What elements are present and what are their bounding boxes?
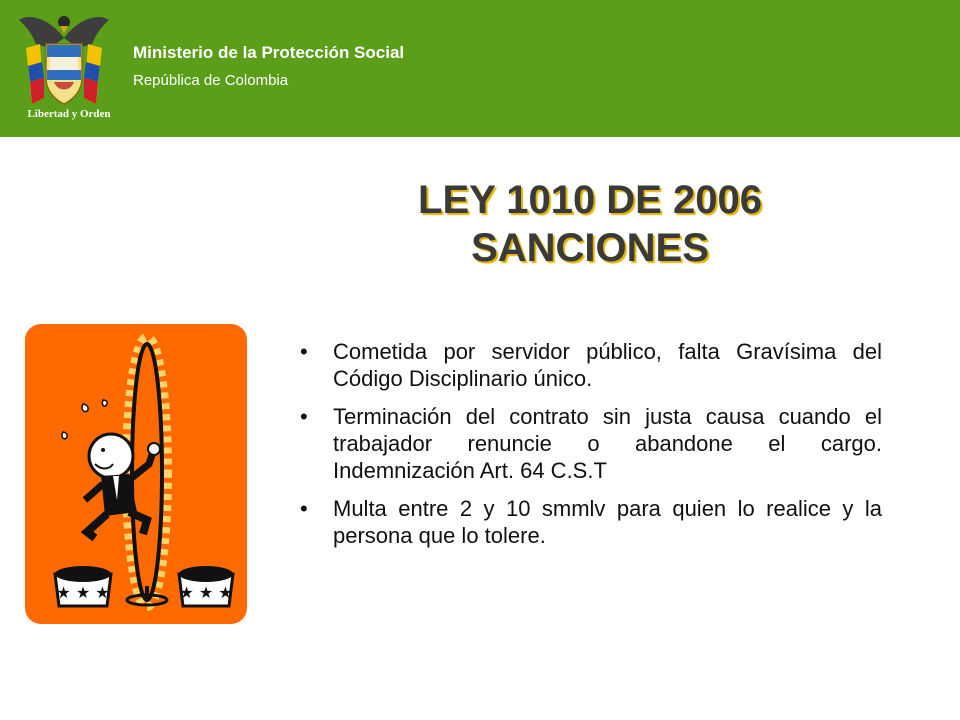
- list-item: [300, 495, 882, 549]
- bullet-text: Multa entre 2 y 10 smmlv para quien lo realice y la persona que lo tolere.: [333, 496, 882, 548]
- title-line-1: LEY 1010 DE 2006: [418, 178, 762, 222]
- list-item: [300, 403, 882, 484]
- circus-jump-through-hoop-icon: [25, 324, 247, 624]
- bullet-marker: •: [300, 339, 308, 364]
- bullet-text: Terminación del contrato sin justa causa cuando el trabajador renuncie o abandone el cargo. Indemnización Art. 64 C.S.T: [333, 404, 882, 483]
- republic-name: República de Colombia: [133, 72, 289, 89]
- bullet-marker: •: [300, 404, 308, 429]
- header-bar: [0, 0, 960, 137]
- title-line-2: SANCIONES: [471, 226, 709, 270]
- slide-title: [330, 176, 850, 272]
- svg-text:★ ★ ★: ★ ★ ★: [179, 583, 233, 602]
- list-item: [300, 338, 882, 392]
- motto-text: Libertad y Orden: [27, 108, 111, 120]
- bullet-marker: •: [300, 496, 308, 521]
- bullet-list: [300, 338, 882, 560]
- ministry-name: Ministerio de la Protección Social: [133, 43, 405, 62]
- svg-text:★ ★ ★: ★ ★ ★: [56, 583, 110, 602]
- bullet-text: Cometida por servidor público, falta Gravísima del Código Disciplinario único.: [333, 339, 882, 391]
